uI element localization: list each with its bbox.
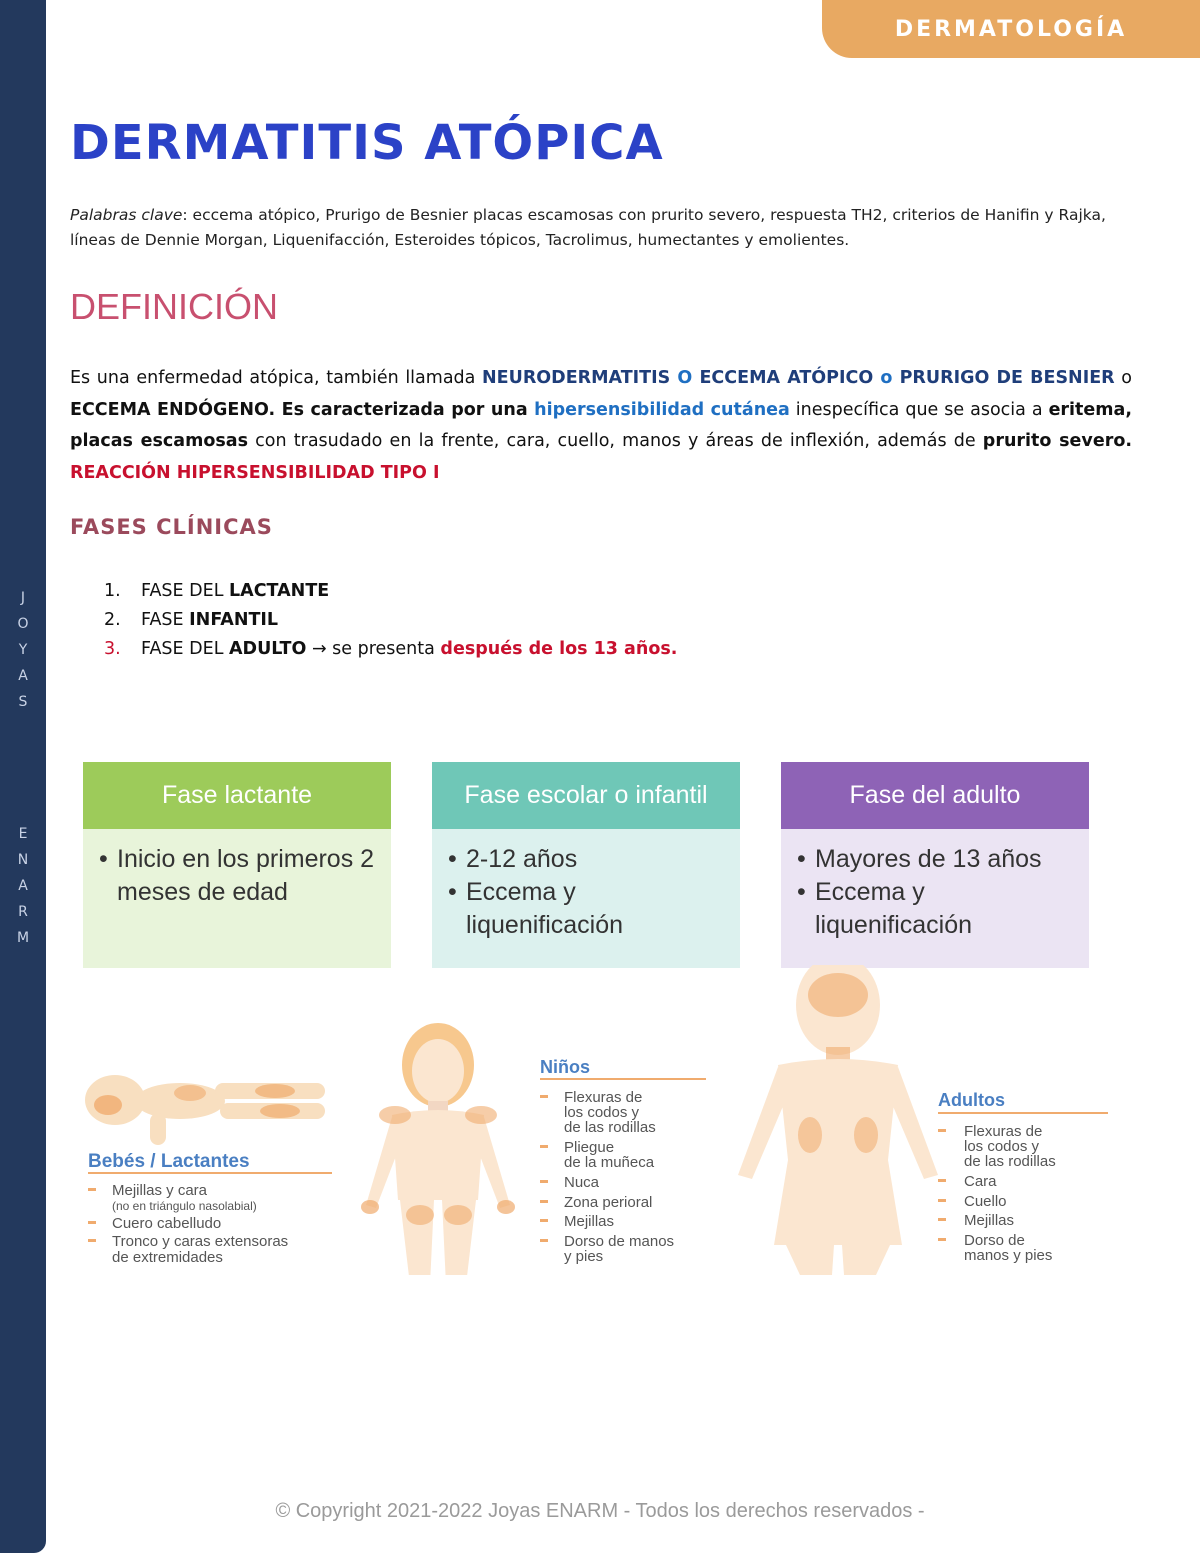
- connector: O: [670, 368, 700, 388]
- kids-item: de las rodillas: [564, 1119, 656, 1136]
- adults-item: los codos y: [964, 1138, 1040, 1155]
- text-run: con trasudado en la frente, cara, cuello, manos y áreas de inflexión, además de: [248, 431, 983, 451]
- section-tag: [822, 0, 1200, 58]
- page-title: DERMATITIS ATÓPICA: [70, 115, 664, 171]
- sidebar-letter: Y: [18, 642, 28, 658]
- child-figure-icon: [361, 1023, 515, 1275]
- sidebar-letter: N: [17, 852, 29, 868]
- card-title: Fase lactante: [83, 762, 391, 829]
- adults-item: Cara: [964, 1173, 997, 1190]
- kids-item: Pliegue: [564, 1139, 615, 1156]
- adults-heading: Adultos: [938, 1090, 1005, 1110]
- list-item: [104, 635, 677, 664]
- text-run: inespecífica que se asocia a: [789, 399, 1049, 420]
- sidebar-letter: O: [17, 616, 29, 632]
- text-run: Es una enfermedad atópica, también llamada: [70, 368, 483, 388]
- kids-item: Zona perioral: [564, 1194, 653, 1211]
- kids-item: Flexuras de: [564, 1089, 643, 1106]
- keywords: [70, 203, 1145, 253]
- card-fase-lactante: [83, 762, 391, 968]
- babies-heading: Bebés / Lactantes: [88, 1151, 250, 1172]
- card-bullet: • Eccema y liquenificación: [797, 876, 1075, 942]
- sidebar-letter: M: [16, 930, 30, 946]
- babies-item: Cuero cabelludo: [112, 1215, 222, 1232]
- card-bullet: • Eccema y liquenificación: [448, 876, 726, 942]
- phase-prefix: FASE DEL: [141, 639, 230, 659]
- phase-name: INFANTIL: [189, 610, 279, 630]
- babies-item: de extremidades: [112, 1249, 223, 1266]
- kids-item: Dorso de manos: [564, 1233, 675, 1250]
- sidebar-letter: S: [18, 694, 28, 710]
- phase-detail: → se presenta: [306, 639, 441, 659]
- kids-item: Nuca: [564, 1174, 600, 1191]
- baby-figure-icon: [85, 1075, 325, 1145]
- kids-item: Mejillas: [564, 1213, 615, 1230]
- term-neurodermatitis: NEURODERMATITIS: [482, 368, 671, 388]
- card-fase-escolar: [432, 762, 740, 968]
- sidebar-letter: A: [18, 878, 28, 894]
- phase-prefix: FASE: [141, 610, 190, 630]
- babies-item: Tronco y caras extensoras: [112, 1233, 289, 1250]
- sidebar: [0, 0, 46, 1553]
- list-number: 3.: [104, 639, 121, 659]
- sidebar-letter: A: [18, 668, 28, 684]
- adults-item: Flexuras de: [964, 1123, 1043, 1140]
- keywords-text: : eccema atópico, Prurigo de Besnier placas escamosas con prurito severo, respuesta TH2, criterios de Hanifin y Rajka, líneas de Dennie Morgan, Liquenifacción, Esteroides tópicos, Tacrolimus, humectantes y emolientes.: [70, 206, 1106, 249]
- adults-item: Cuello: [964, 1193, 1007, 1210]
- kids-item: los codos y: [564, 1104, 640, 1121]
- reaction-type: REACCIÓN HIPERSENSIBILIDAD TIPO I: [70, 462, 440, 483]
- keywords-label: Palabras clave: [70, 206, 183, 224]
- sidebar-letter: J: [20, 590, 26, 606]
- card-body: [432, 829, 740, 968]
- text-run: Es caracterizada por una: [275, 399, 535, 420]
- fases-heading: FASES CLÍNICAS: [70, 515, 273, 539]
- list-number: 1.: [104, 581, 121, 601]
- definition-paragraph: [70, 363, 1132, 489]
- phase-prefix: FASE DEL: [141, 581, 230, 601]
- sidebar-letter: R: [18, 904, 28, 920]
- phase-list: [104, 577, 677, 664]
- connector: o: [873, 368, 900, 388]
- term-prurigo-besnier: PRURIGO DE BESNIER: [899, 368, 1115, 388]
- card-body: [781, 829, 1089, 968]
- term-eritema: eritema, placas escamosas: [70, 399, 1132, 451]
- card-bullet: • Inicio en los primeros 2 meses de edad: [99, 843, 377, 909]
- term-eccema-atopico: ECCEMA ATÓPICO: [699, 368, 874, 388]
- connector: o: [1114, 368, 1132, 388]
- kids-heading: Niños: [540, 1057, 591, 1077]
- definition-heading: DEFINICIÓN: [70, 286, 279, 327]
- adults-item: manos y pies: [964, 1247, 1053, 1264]
- copyright: © Copyright 2021-2022 Joyas ENARM - Todos los derechos reservados -: [275, 1500, 925, 1522]
- phase-name: LACTANTE: [229, 581, 330, 601]
- list-number: 2.: [104, 610, 121, 630]
- adults-item: Mejillas: [964, 1212, 1015, 1229]
- adult-figure-icon: [738, 965, 938, 1275]
- phase-name: ADULTO: [229, 639, 307, 659]
- card-title: Fase del adulto: [781, 762, 1089, 829]
- card-bullet: • 2-12 años: [448, 843, 726, 876]
- sidebar-letter: E: [18, 826, 28, 842]
- kids-item: y pies: [564, 1248, 604, 1265]
- card-bullet: • Mayores de 13 años: [797, 843, 1075, 876]
- card-title: Fase escolar o infantil: [432, 762, 740, 829]
- adults-item: de las rodillas: [964, 1153, 1056, 1170]
- kids-item: de la muñeca: [564, 1154, 655, 1171]
- phase-age: después de los 13 años.: [440, 639, 678, 659]
- list-item: [104, 577, 677, 606]
- babies-item: (no en triángulo nasolabial): [112, 1199, 257, 1213]
- card-fase-adulto: [781, 762, 1089, 968]
- adults-item: Dorso de: [964, 1232, 1025, 1249]
- term-prurito: prurito severo.: [982, 431, 1132, 451]
- section-tag-label: DERMATOLOGÍA: [894, 16, 1128, 42]
- term-hipersensibilidad: hipersensibilidad cutánea: [534, 399, 790, 420]
- card-body: [83, 829, 391, 968]
- term-eccema-endogeno: ECCEMA ENDÓGENO.: [70, 399, 276, 420]
- babies-item: Mejillas y cara: [112, 1182, 208, 1199]
- list-item: [104, 606, 677, 635]
- body-distribution-illustration: [70, 965, 1130, 1275]
